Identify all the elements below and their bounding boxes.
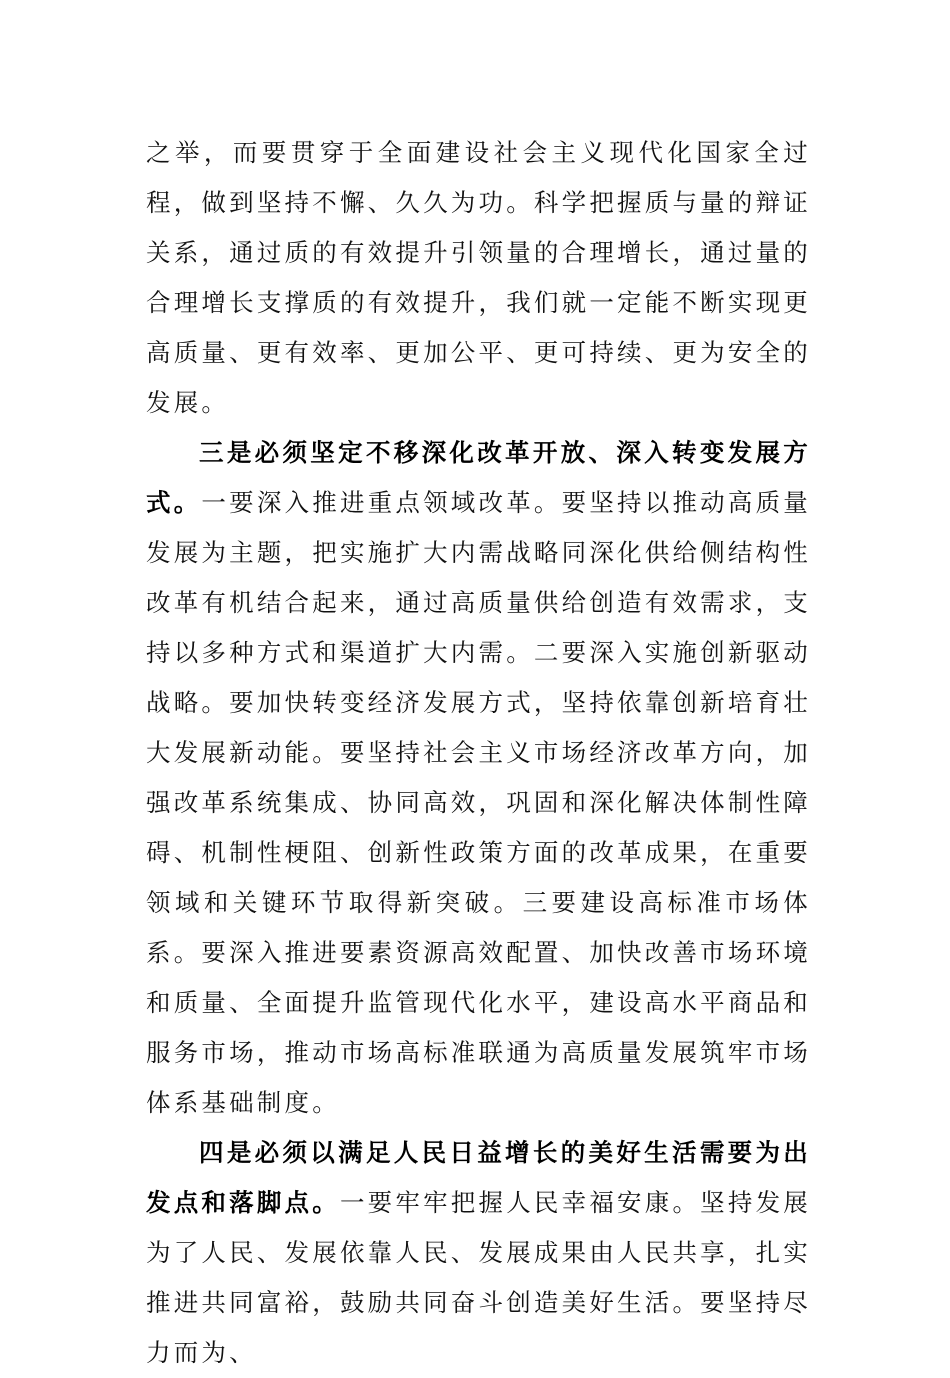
paragraph-heading: 三是必须坚定不移深化改革开放、深入转变发展方式。 [146,438,811,517]
paragraph-heading: 四是必须以满足人民日益增长的美好生活需要为出发点和落脚点。 [146,1138,811,1217]
document-body [146,128,811,1378]
paragraph-reform [146,428,811,1128]
paragraph-people [146,1128,811,1378]
paragraph-text: 一要牢牢把握人民幸福安康。坚持发展为了人民、发展依靠人民、发展成果由人民共享，扎实推进共同富裕，鼓励共同奋斗创造美好生活。要坚持尽力而为、 [146,1188,811,1367]
paragraph-continuation [146,128,811,428]
paragraph-text: 一要深入推进重点领域改革。要坚持以推动高质量发展为主题，把实施扩大内需战略同深化供给侧结构性改革有机结合起来，通过高质量供给创造有效需求，支持以多种方式和渠道扩大内需。二要深入实施创新驱动战略。要加快转变经济发展方式，坚持依靠创新培育壮大发展新动能。要坚持社会主义市场经济改革方向，加强改革系统集成、协同高效，巩固和深化解决体制性障碍、机制性梗阻、创新性政策方面的改革成果，在重要领域和关键环节取得新突破。三要建设高标准市场体系。要深入推进要素资源高效配置、加快改善市场环境和质量、全面提升监管现代化水平，建设高水平商品和服务市场，推动市场高标准联通为高质量发展筑牢市场体系基础制度。 [146,488,811,1117]
paragraph-text: 之举，而要贯穿于全面建设社会主义现代化国家全过程，做到坚持不懈、久久为功。科学把握质与量的辩证关系，通过质的有效提升引领量的合理增长，通过量的合理增长支撑质的有效提升，我们就一定能不断实现更高质量、更有效率、更加公平、更可持续、更为安全的发展。 [146,138,811,417]
